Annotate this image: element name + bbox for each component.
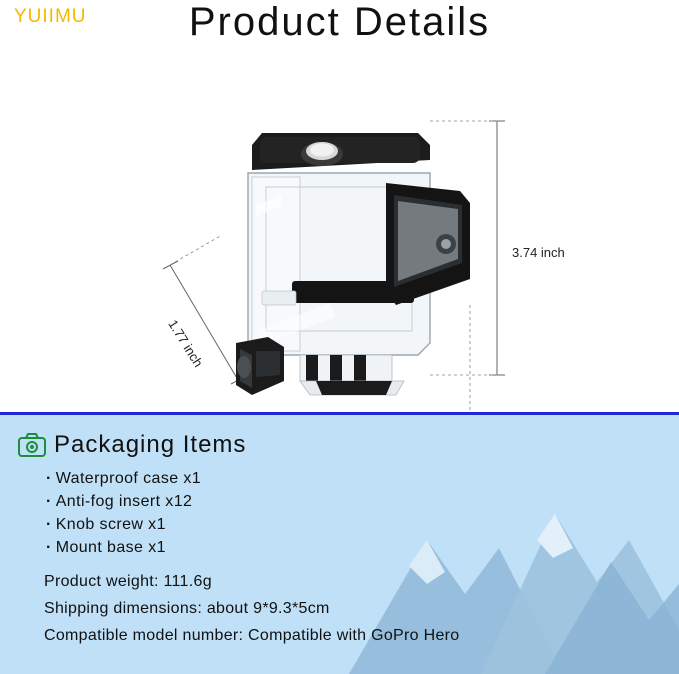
- product-details-text: [44, 573, 459, 654]
- list-item: · Mount base x1: [46, 539, 201, 557]
- packaging-title: Packaging Items: [54, 431, 247, 458]
- page-title: Product Details: [188, 0, 491, 44]
- packaging-items-list: [46, 470, 201, 562]
- camera-icon: [18, 433, 46, 457]
- compatible-model: Compatible model number: Compatible with GoPro Hero: [44, 627, 460, 644]
- brand-name: YUIIMU: [14, 6, 87, 27]
- dimension-label-depth: 1.77 inch: [165, 317, 206, 370]
- product-illustration: [0, 55, 679, 410]
- product-case-drawing: [0, 55, 679, 410]
- packaging-panel: [0, 412, 679, 674]
- list-item: · Anti-fog insert x12: [46, 493, 201, 511]
- packaging-header: [18, 431, 246, 459]
- dimension-label-height: 3.74 inch: [512, 245, 565, 260]
- shipping-dimensions: Shipping dimensions: about 9*9.3*5cm: [44, 600, 330, 617]
- product-weight: Product weight: 111.6g: [44, 573, 212, 590]
- list-item: · Knob screw x1: [46, 516, 201, 534]
- list-item: · Waterproof case x1: [46, 470, 201, 488]
